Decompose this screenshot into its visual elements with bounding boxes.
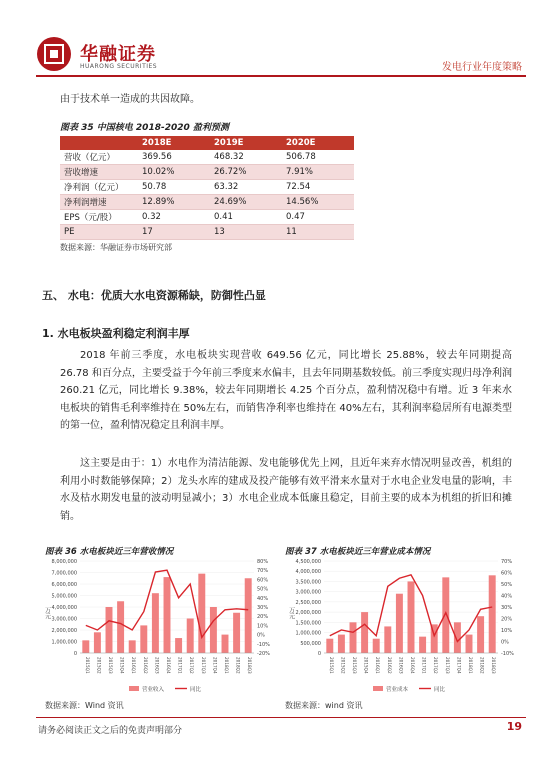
table-35-title: 图表 35 中国核电 2018-2020 盈利预测 — [60, 123, 229, 133]
y2-tick-label: -20% — [257, 651, 270, 657]
y2-tick-label: -10% — [501, 651, 514, 657]
x-tick-label: 2015Q3 — [108, 657, 113, 674]
table-cell: 净利润（亿元） — [60, 180, 138, 195]
table-header-cell: 2019E — [210, 136, 282, 150]
x-tick-label: 2017Q3 — [444, 657, 450, 674]
x-tick-label: 2015Q2 — [96, 657, 102, 674]
table-header-cell: 2018E — [138, 136, 210, 150]
y-tick-label: 2,000,000 — [295, 610, 321, 617]
x-tick-label: 2015Q2 — [340, 657, 346, 674]
x-tick-label: 2016Q3 — [398, 657, 404, 674]
x-tick-label: 2017Q3 — [200, 657, 206, 674]
y-tick-label: 0 — [317, 651, 321, 657]
table-35-source: 数据来源：华融证券市场研究部 — [60, 243, 172, 252]
bar — [396, 594, 403, 653]
bar — [117, 601, 124, 653]
y2-tick-label: 20% — [501, 616, 513, 623]
table-cell: 14.56% — [282, 195, 354, 210]
footer-disclaimer: 请务必阅读正文之后的免责声明部分 — [38, 726, 183, 736]
table-cell: 营收（亿元） — [60, 150, 138, 165]
table-cell: PE — [60, 225, 138, 240]
table-row — [60, 195, 354, 210]
bar — [164, 577, 171, 653]
subsection-heading: 1. 水电板块盈利稳定利润丰厚 — [42, 327, 190, 340]
bar — [82, 640, 89, 653]
x-tick-label: 2017Q1 — [421, 657, 427, 674]
legend-label: 营业成本 — [386, 687, 409, 693]
table-cell: 17 — [138, 225, 210, 240]
x-tick-label: 2018Q2 — [235, 657, 241, 674]
table-row — [60, 180, 354, 195]
table-cell: 7.91% — [282, 165, 354, 180]
table-cell: 26.72% — [210, 165, 282, 180]
table-cell: 63.32 — [210, 180, 282, 195]
bar — [233, 613, 240, 653]
table-cell: 10.02% — [138, 165, 210, 180]
x-tick-label: 2017Q1 — [177, 657, 183, 674]
x-tick-label: 2018Q1 — [468, 657, 473, 674]
company-logo-icon — [36, 36, 72, 72]
table-cell: 72.54 — [282, 180, 354, 195]
y-tick-label: 2,000,000 — [51, 628, 77, 634]
y2-tick-label: 80% — [257, 559, 269, 565]
bar — [245, 578, 252, 653]
paragraph-1: 2018 年前三季度，水电板块实现营收 649.56 亿元，同比增长 25.88%，较去年同期提高 26.78 和百分点，主要受益于今年前三季度来水偏丰，且去年同期基数较低。前三季度实现归母净利润 260.21 亿元，同比增长 9.38%，较去年同期增长 4.25 个百分点，盈利情况稳中有增。近 3 年来水电板块的销售毛利率维持在 50%左右，而销售净利率也维持在 40%左右，其利润率稳居所有电源类型的第一位，盈利情况稳定且利润丰厚。 — [60, 350, 512, 431]
x-tick-label: 2018Q1 — [224, 657, 229, 674]
chart-37 — [282, 557, 522, 697]
y2-tick-label: 60% — [257, 577, 269, 584]
y-tick-label: 1,000,000 — [295, 630, 321, 637]
x-tick-label: 2016Q4 — [410, 657, 415, 674]
table-cell: EPS（元/股） — [60, 210, 138, 225]
bar — [454, 622, 461, 653]
y-tick-label: 1,000,000 — [51, 639, 77, 646]
table-cell: 0.47 — [282, 210, 354, 225]
y-axis-label: 万元 — [287, 607, 295, 619]
table-cell: 50.78 — [138, 180, 210, 195]
y-tick-label: 5,000,000 — [51, 593, 77, 600]
table-cell: 13 — [210, 225, 282, 240]
bar — [187, 619, 194, 654]
x-tick-label: 2016Q4 — [166, 657, 171, 674]
y2-tick-label: 40% — [257, 595, 269, 602]
bar — [152, 593, 159, 653]
y-tick-label: 3,000,000 — [295, 589, 321, 596]
bar — [106, 607, 113, 653]
y-tick-label: 8,000,000 — [51, 559, 77, 565]
x-tick-label: 2016Q1 — [375, 657, 381, 674]
bar — [222, 635, 229, 653]
y2-tick-label: 20% — [257, 614, 269, 621]
bar — [140, 625, 147, 653]
bar — [361, 612, 368, 653]
y-tick-label: 7,000,000 — [51, 570, 77, 577]
table-cell: 11 — [282, 225, 354, 240]
header-divider — [36, 75, 526, 77]
brand-name-cn: 华融证券 — [80, 44, 156, 65]
x-tick-label: 2017Q2 — [433, 657, 439, 674]
chart-37-source: 数据来源：wind 资讯 — [285, 701, 363, 710]
y-tick-label: 2,500,000 — [295, 599, 321, 606]
legend-label: 同比 — [190, 687, 202, 693]
y2-tick-label: 30% — [501, 605, 513, 611]
chart-36 — [38, 557, 278, 697]
bar — [466, 635, 473, 653]
y2-tick-label: 50% — [501, 582, 513, 588]
bar — [94, 632, 101, 653]
bar — [129, 640, 136, 653]
table-cell: 0.41 — [210, 210, 282, 225]
y-tick-label: 3,000,000 — [51, 616, 77, 623]
legend-swatch — [373, 686, 383, 691]
table-header-cell: 2020E — [282, 136, 354, 150]
y2-tick-label: 0% — [257, 632, 265, 639]
chart-37-title: 图表 37 水电板块近三年营业成本情况 — [285, 547, 431, 557]
y-tick-label: 4,000,000 — [51, 605, 77, 611]
x-tick-label: 2018Q3 — [247, 657, 253, 674]
brand-name-en: HUARONG SECURITIES — [80, 63, 158, 70]
bar — [326, 639, 333, 653]
y2-tick-label: 60% — [501, 570, 513, 577]
section-heading: 五、 水电：优质大水电资源稀缺，防御性凸显 — [42, 289, 266, 302]
x-tick-label: 2015Q4 — [119, 657, 125, 674]
y-tick-label: 4,500,000 — [295, 559, 321, 565]
bar — [338, 635, 345, 653]
footer-divider — [36, 717, 526, 718]
bar — [408, 581, 415, 653]
table-row — [60, 210, 354, 225]
bar — [477, 616, 484, 653]
y2-tick-label: 30% — [257, 605, 269, 611]
y2-tick-label: 0% — [501, 639, 509, 646]
bar — [198, 574, 205, 653]
y2-tick-label: 40% — [501, 593, 513, 600]
legend-label: 营业收入 — [142, 687, 165, 693]
y-tick-label: 500,000 — [300, 640, 321, 647]
y-tick-label: 1,500,000 — [295, 620, 321, 627]
legend-label: 同比 — [434, 687, 446, 693]
table-row — [60, 165, 354, 180]
y2-tick-label: -10% — [257, 641, 270, 648]
y-tick-label: 3,500,000 — [295, 579, 321, 586]
x-tick-label: 2016Q1 — [131, 657, 137, 674]
x-tick-label: 2015Q1 — [328, 657, 334, 674]
x-tick-label: 2017Q4 — [212, 657, 218, 674]
report-type: 发电行业年度策略 — [442, 62, 522, 73]
paragraph-2: 这主要是由于：1）水电作为清洁能源、发电能够优先上网，且近年来弃水情况明显改善，机组的利用小时数能够保障；2）龙头水库的建成及投产能够有效平滑来水量对于水电企业发电量的影响，丰水及枯水期发电量的波动明显减小；3）水电企业成本低廉且稳定，目前主要的成本为机组的折旧和摊销。 — [60, 458, 512, 522]
table-cell: 468.32 — [210, 150, 282, 165]
table-cell: 369.56 — [138, 150, 210, 165]
table-35 — [60, 136, 354, 240]
y-tick-label: 4,000,000 — [295, 569, 321, 576]
bar — [210, 607, 217, 653]
table-cell: 营收增速 — [60, 165, 138, 180]
x-tick-label: 2018Q3 — [491, 657, 497, 674]
bar — [489, 575, 496, 653]
x-tick-label: 2015Q1 — [84, 657, 90, 674]
x-tick-label: 2017Q2 — [189, 657, 195, 674]
y2-tick-label: 70% — [501, 559, 513, 565]
bar — [384, 626, 391, 653]
y2-tick-label: 70% — [257, 568, 269, 575]
y2-tick-label: 10% — [501, 628, 513, 634]
bar — [419, 637, 426, 653]
table-cell: 12.89% — [138, 195, 210, 210]
table-header-cell — [60, 136, 138, 150]
x-tick-label: 2016Q2 — [386, 657, 392, 674]
table-cell: 506.78 — [282, 150, 354, 165]
x-tick-label: 2017Q4 — [456, 657, 462, 674]
table-row — [60, 225, 354, 240]
chart-36-title: 图表 36 水电板块近三年营收情况 — [45, 547, 174, 557]
bar — [175, 638, 182, 653]
x-tick-label: 2015Q3 — [352, 657, 357, 674]
y2-tick-label: 10% — [257, 623, 269, 630]
y-axis-label: 万元 — [43, 607, 51, 619]
y2-tick-label: 50% — [257, 586, 269, 593]
table-cell: 24.69% — [210, 195, 282, 210]
bar — [442, 577, 449, 653]
table-cell: 净利润增速 — [60, 195, 138, 210]
table-row — [60, 150, 354, 165]
y-tick-label: 0 — [73, 651, 77, 657]
x-tick-label: 2016Q2 — [142, 657, 148, 674]
table-cell: 0.32 — [138, 210, 210, 225]
legend-swatch — [129, 686, 139, 691]
page-number: 19 — [506, 720, 522, 733]
bar — [373, 639, 380, 653]
intro-text: 由于技术单一造成的共因故障。 — [60, 94, 200, 105]
x-tick-label: 2015Q4 — [363, 657, 369, 674]
x-tick-label: 2016Q3 — [154, 657, 160, 674]
chart-36-source: 数据来源：Wind 资讯 — [45, 701, 124, 710]
x-tick-label: 2018Q2 — [479, 657, 485, 674]
bar — [350, 622, 357, 653]
y-tick-label: 6,000,000 — [51, 582, 77, 588]
